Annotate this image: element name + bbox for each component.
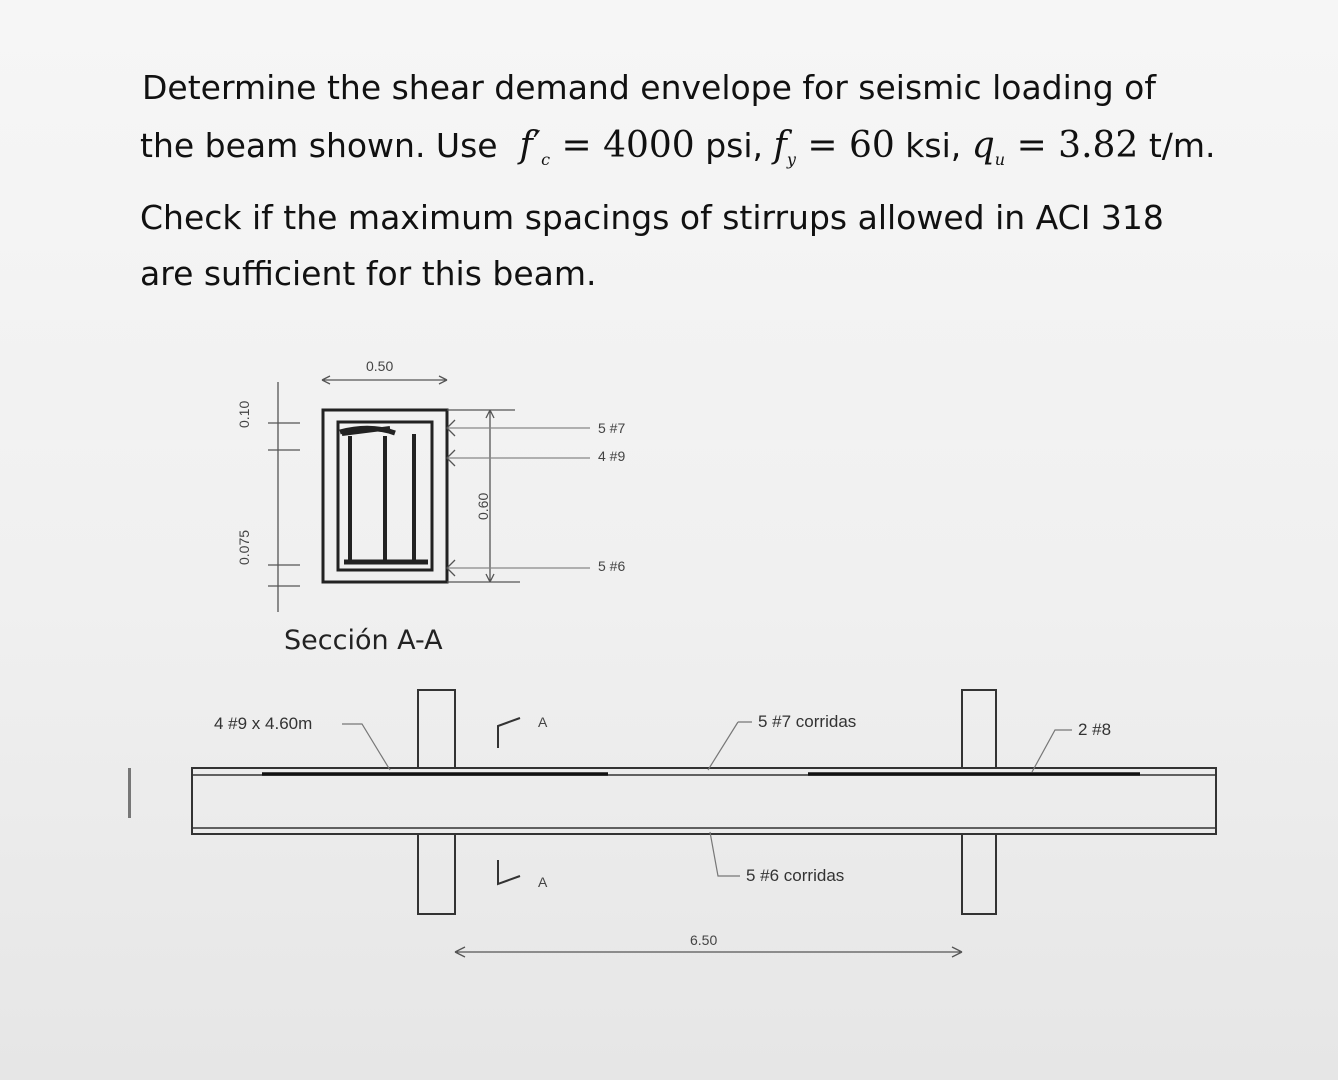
fc-unit: psi,	[705, 126, 764, 165]
bar-leaders	[447, 428, 590, 568]
right-bars-label: 2 #8	[1078, 720, 1112, 739]
bottom-bars-label: 5 #6	[598, 558, 626, 574]
fy-expression: $f_y = 60$	[773, 125, 895, 169]
problem-line-3: Check if the maximum spacings of stirrups allowed in ACI 318	[140, 198, 1164, 237]
section-cut-marks	[498, 718, 520, 884]
width-dim	[322, 376, 447, 384]
elevation-drawing	[192, 690, 1216, 957]
continuous-bars	[192, 775, 1216, 828]
fc-expression: $f'_c = 4000$	[519, 125, 695, 169]
right-column	[962, 690, 996, 914]
top-cover-label: 0.10	[236, 400, 252, 428]
right-bars-leader	[1032, 730, 1072, 772]
section-mark-bottom: A	[538, 874, 548, 890]
problem-line-1: Determine the shear demand envelope for seismic loading of	[142, 68, 1156, 107]
qu-unit: t/m.	[1148, 126, 1216, 165]
left-bars-leader	[342, 724, 390, 770]
top-continuous-leader	[708, 722, 752, 770]
fy-unit: ksi,	[905, 126, 962, 165]
bottom-cover-label: 0.075	[236, 529, 252, 565]
section-title: Sección A-A	[284, 625, 443, 656]
qu-expression: $q_u = 3.82$	[971, 125, 1139, 169]
left-column	[418, 690, 455, 914]
span-label: 6.50	[690, 932, 718, 948]
section-mark-top: A	[538, 714, 548, 730]
problem-line-4: are sufficient for this beam.	[140, 254, 597, 293]
span-dimension	[455, 947, 962, 957]
text-cursor	[128, 768, 131, 818]
cover-dims	[268, 382, 300, 612]
inner-ties	[342, 428, 414, 560]
top-continuous-label: 5 #7 corridas	[758, 712, 857, 731]
problem-line-2-prefix: the beam shown. Use	[140, 126, 498, 165]
top-bars-1-label: 5 #7	[598, 420, 626, 436]
section-height-label: 0.60	[475, 492, 491, 520]
cross-section-drawing	[323, 410, 447, 582]
left-bars-label: 4 #9 x 4.60m	[214, 714, 313, 733]
bottom-continuous-label: 5 #6 corridas	[746, 866, 845, 885]
top-bars-2-label: 4 #9	[598, 448, 626, 464]
bottom-continuous-leader	[710, 832, 740, 876]
beam-outline	[192, 768, 1216, 834]
section-width-label: 0.50	[366, 358, 394, 374]
